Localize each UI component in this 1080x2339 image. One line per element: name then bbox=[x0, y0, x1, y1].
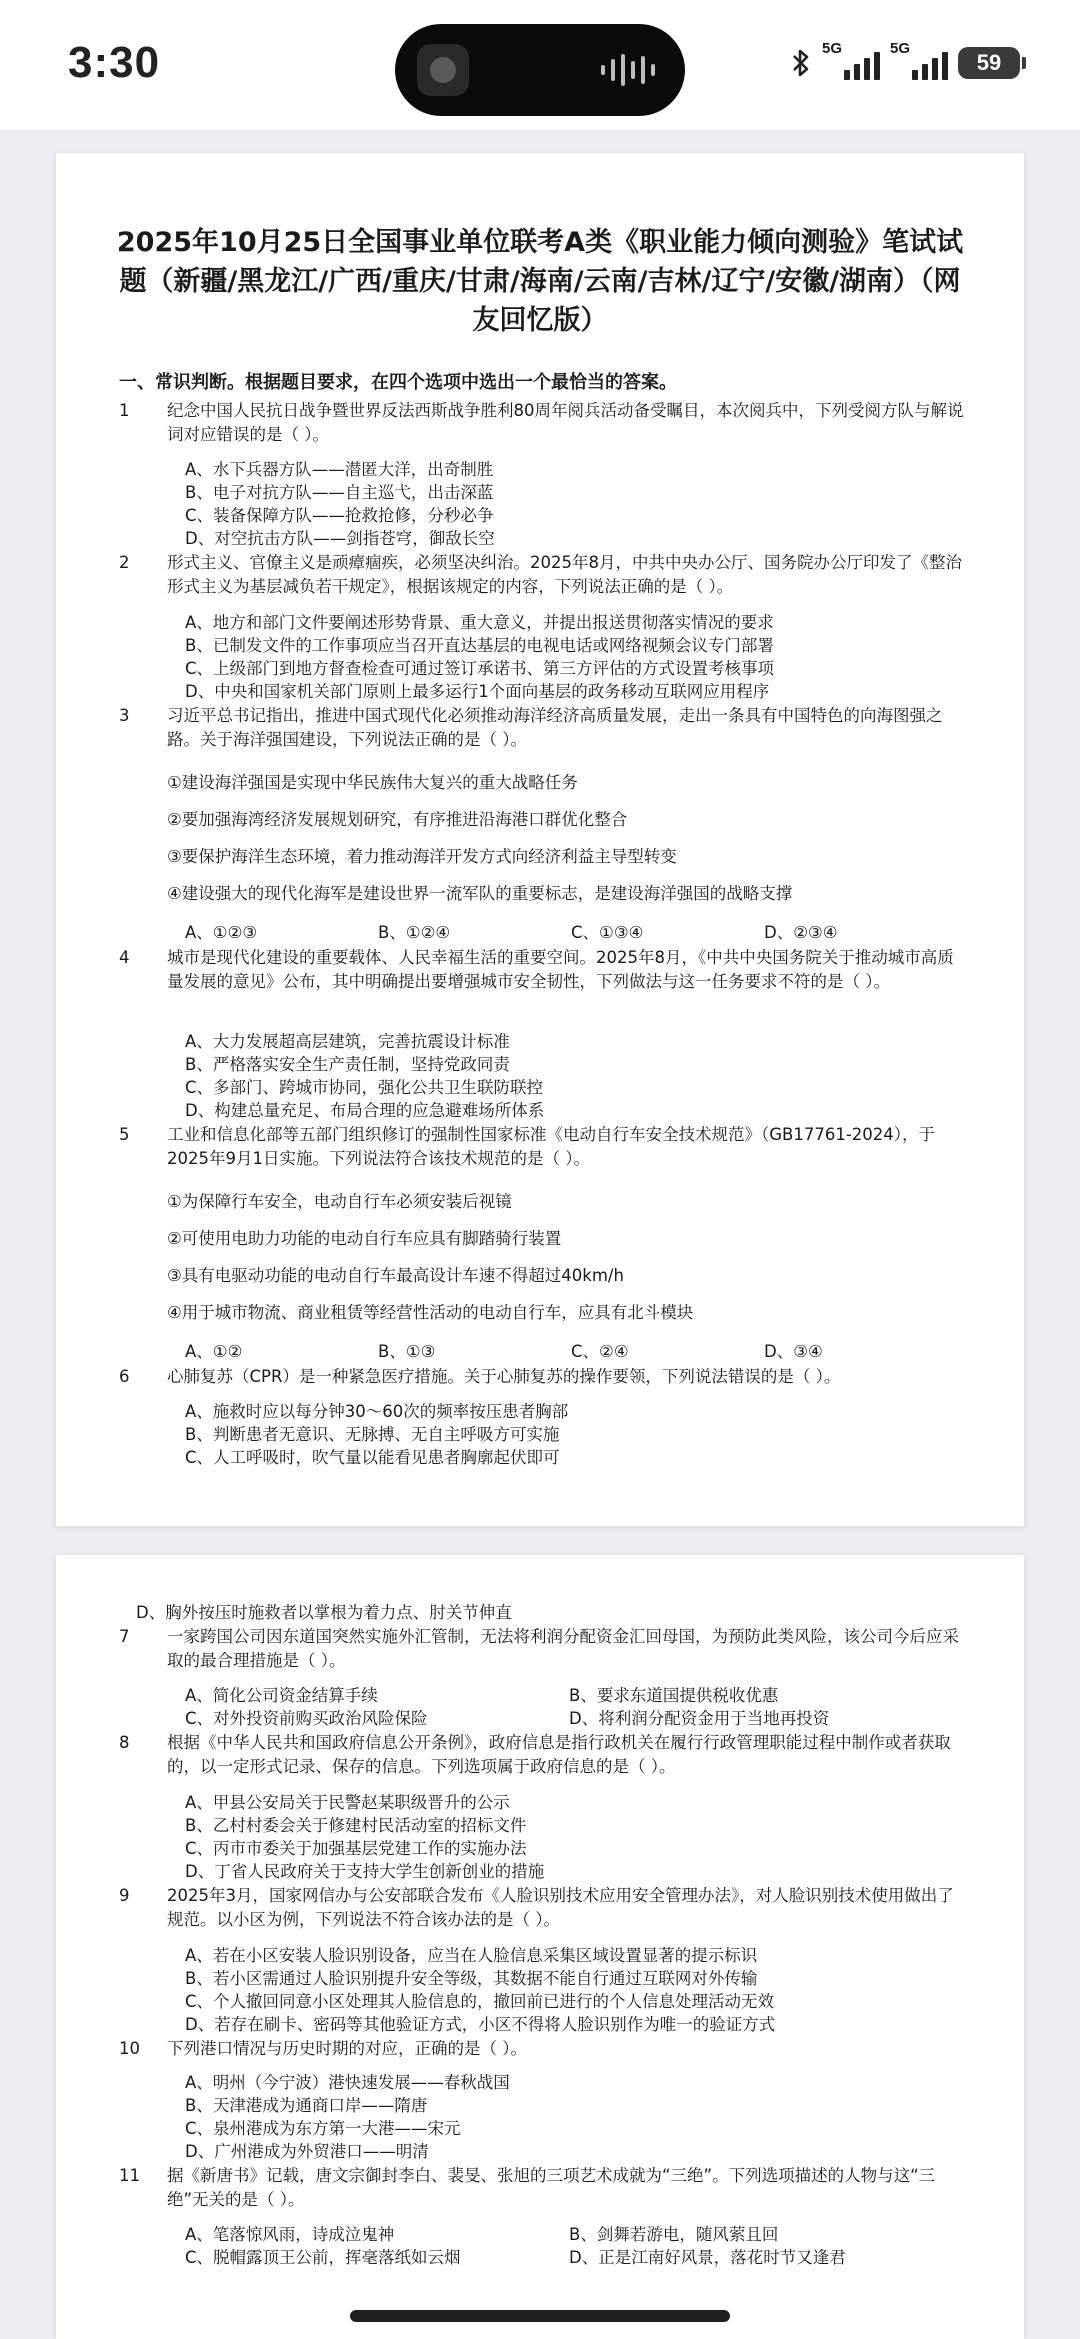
statement-item: ③具有电驱动功能的电动自行车最高设计车速不得超过40km/h bbox=[167, 1266, 624, 1285]
option: A、简化公司资金结算手续 bbox=[185, 1686, 378, 1705]
question-2 bbox=[119, 551, 968, 599]
option: C、上级部门到地方督查检查可通过签订承诺书、第三方评估的方式设置考核事项 bbox=[185, 659, 775, 678]
camera-app-icon bbox=[417, 44, 469, 96]
choice: B、①②④ bbox=[378, 923, 451, 942]
question-11 bbox=[119, 2164, 968, 2212]
option: D、胸外按压时施救者以掌根为着力点、肘关节伸直 bbox=[136, 1603, 512, 1622]
statement-item: ④用于城市物流、商业租赁等经营性活动的电动自行车，应具有北斗模块 bbox=[167, 1303, 694, 1322]
bluetooth-icon bbox=[790, 47, 812, 79]
question-4 bbox=[119, 946, 968, 994]
option: A、施救时应以每分钟30～60次的频率按压患者胸部 bbox=[185, 1402, 569, 1421]
question-1 bbox=[119, 399, 968, 447]
statement-item: ②要加强海湾经济发展规划研究，有序推进沿海港口群优化整合 bbox=[167, 810, 628, 829]
question-number: 7 bbox=[119, 1627, 130, 1646]
dynamic-island[interactable] bbox=[395, 24, 685, 116]
option: B、要求东道国提供税收优惠 bbox=[569, 1686, 779, 1705]
home-indicator[interactable] bbox=[350, 2310, 730, 2322]
option: B、天津港成为通商口岸——隋唐 bbox=[185, 2096, 428, 2115]
option: B、若小区需通过人脸识别提升安全等级，其数据不能自行通过互联网对外传输 bbox=[185, 1969, 758, 1988]
option: A、若在小区安装人脸识别设备，应当在人脸信息采集区域设置显著的提示标识 bbox=[185, 1946, 758, 1965]
network-type-label: 5G bbox=[822, 40, 843, 57]
option: D、丁省人民政府关于支持大学生创新创业的措施 bbox=[185, 1862, 545, 1881]
statement-item: ②可使用电助力功能的电动自行车应具有脚踏骑行装置 bbox=[167, 1229, 562, 1248]
audio-waveform-icon bbox=[601, 52, 655, 88]
option: A、地方和部门文件要阐述形势背景、重大意义，并提出报送贯彻落实情况的要求 bbox=[185, 613, 774, 632]
document-page-2 bbox=[56, 1555, 1024, 2339]
question-5 bbox=[119, 1123, 968, 1171]
question-number: 6 bbox=[119, 1367, 130, 1386]
statement-item: ④建设强大的现代化海军是建设世界一流军队的重要标志，是建设海洋强国的战略支撑 bbox=[167, 884, 793, 903]
system-icons bbox=[790, 40, 1020, 80]
option: C、脱帽露顶王公前，挥毫落纸如云烟 bbox=[185, 2248, 461, 2267]
question-stem: 形式主义、官僚主义是顽瘴痼疾，必须坚决纠治。2025年8月，中共中央办公厅、国务院办公厅印发了《整治形式主义为基层减负若干规定》，根据该规定的内容，下列说法正确的是（ ）。 bbox=[167, 553, 962, 596]
option: C、装备保障方队——抢救抢修，分秒必争 bbox=[185, 506, 494, 525]
statement-item: ①为保障行车安全，电动自行车必须安装后视镜 bbox=[167, 1192, 512, 1211]
option: D、若存在刷卡、密码等其他验证方式，小区不得将人脸识别作为唯一的验证方式 bbox=[185, 2015, 776, 2034]
question-10 bbox=[119, 2037, 968, 2061]
question-6 bbox=[119, 1365, 968, 1389]
option: B、电子对抗方队——自主巡弋，出击深蓝 bbox=[185, 483, 494, 502]
question-number: 11 bbox=[119, 2166, 140, 2185]
option: C、泉州港成为东方第一大港——宋元 bbox=[185, 2119, 461, 2138]
choice: B、①③ bbox=[378, 1342, 436, 1361]
option: D、中央和国家机关部门原则上最多运行1个面向基层的政务移动互联网应用程序 bbox=[185, 682, 770, 701]
question-stem: 工业和信息化部等五部门组织修订的强制性国家标准《电动自行车安全技术规范》（GB17761-2024），于2025年9月1日实施。下列说法符合该技术规范的是（ ）。 bbox=[167, 1125, 936, 1168]
option: C、个人撤回同意小区处理其人脸信息的，撤回前已进行的个人信息处理活动无效 bbox=[185, 1992, 775, 2011]
option: B、剑舞若游电，随风萦且回 bbox=[569, 2225, 779, 2244]
question-stem: 下列港口情况与历史时期的对应，正确的是（ ）。 bbox=[167, 2039, 527, 2058]
option: C、对外投资前购买政治风险保险 bbox=[185, 1709, 428, 1728]
clock: 3:30 bbox=[68, 38, 161, 87]
option: D、将利润分配资金用于当地再投资 bbox=[569, 1709, 830, 1728]
question-9 bbox=[119, 1884, 968, 1932]
question-7 bbox=[119, 1625, 968, 1673]
document-title: 2025年10月25日全国事业单位联考A类《职业能力倾向测验》笔试试题（新疆/黑龙江/广西/重庆/甘肃/海南/云南/吉林/辽宁/安徽/湖南）（网友回忆版） bbox=[116, 227, 964, 336]
question-number: 9 bbox=[119, 1886, 130, 1905]
document-page-1 bbox=[56, 153, 1024, 1526]
question-number: 3 bbox=[119, 706, 130, 725]
option: A、大力发展超高层建筑，完善抗震设计标准 bbox=[185, 1032, 510, 1051]
question-stem: 城市是现代化建设的重要载体、人民幸福生活的重要空间。2025年8月，《中共中央国务院关于推动城市高质量发展的意见》公布，其中明确提出要增强城市安全韧性，下列做法与这一任务要求不符的是（ ）。 bbox=[167, 948, 954, 991]
question-stem: 据《新唐书》记载，唐文宗御封李白、裴旻、张旭的三项艺术成就为“三绝”。下列选项描述的人物与这“三绝”无关的是（ ）。 bbox=[167, 2166, 936, 2209]
statement-item: ①建设海洋强国是实现中华民族伟大复兴的重大战略任务 bbox=[167, 773, 578, 792]
question-number: 2 bbox=[119, 553, 130, 572]
question-8 bbox=[119, 1731, 968, 1779]
option: D、对空抗击方队——剑指苍穹，御敌长空 bbox=[185, 529, 495, 548]
option: B、乙村村委会关于修建村民活动室的招标文件 bbox=[185, 1816, 527, 1835]
question-stem: 心肺复苏（CPR）是一种紧急医疗措施。关于心肺复苏的操作要领，下列说法错误的是（ ）。 bbox=[167, 1367, 841, 1386]
network-type-label-2: 5G bbox=[890, 40, 911, 57]
question-number: 4 bbox=[119, 948, 130, 967]
question-stem: 根据《中华人民共和国政府信息公开条例》，政府信息是指行政机关在履行行政管理职能过程中制作或者获取的，以一定形式记录、保存的信息。下列选项属于政府信息的是（ ）。 bbox=[167, 1733, 951, 1776]
question-3 bbox=[119, 704, 968, 752]
choice: D、②③④ bbox=[764, 923, 838, 942]
option: B、判断患者无意识、无脉搏、无自主呼吸方可实施 bbox=[185, 1425, 560, 1444]
choice: C、②④ bbox=[571, 1342, 629, 1361]
question-number: 5 bbox=[119, 1125, 130, 1144]
option: A、笔落惊风雨，诗成泣鬼神 bbox=[185, 2225, 395, 2244]
option: D、构建总量充足、布局合理的应急避难场所体系 bbox=[185, 1101, 545, 1120]
question-stem: 2025年3月，国家网信办与公安部联合发布《人脸识别技术应用安全管理办法》，对人脸识别技术使用做出了规范。以小区为例，下列说法不符合该办法的是（ ）。 bbox=[167, 1886, 954, 1929]
battery-icon: 59 bbox=[958, 47, 1020, 79]
section-heading: 一、常识判断。根据题目要求，在四个选项中选出一个最恰当的答案。 bbox=[119, 372, 677, 393]
option: A、水下兵器方队——潜匿大洋，出奇制胜 bbox=[185, 460, 494, 479]
question-number: 8 bbox=[119, 1733, 130, 1752]
status-bar bbox=[0, 0, 1080, 130]
option: D、广州港成为外贸港口——明清 bbox=[185, 2142, 429, 2161]
option: A、明州（今宁波）港快速发展——春秋战国 bbox=[185, 2073, 510, 2092]
question-stem: 一家跨国公司因东道国突然实施外汇管制，无法将利润分配资金汇回母国，为预防此类风险，该公司今后应采取的最合理措施是（ ）。 bbox=[167, 1627, 959, 1670]
question-number: 1 bbox=[119, 401, 130, 420]
signal-strength-icon-2 bbox=[890, 40, 948, 80]
statement-item: ③要保护海洋生态环境，着力推动海洋开发方式向经济利益主导型转变 bbox=[167, 847, 677, 866]
question-number: 10 bbox=[119, 2039, 140, 2058]
option: A、甲县公安局关于民警赵某职级晋升的公示 bbox=[185, 1793, 510, 1812]
choice: A、①② bbox=[185, 1342, 243, 1361]
choice: D、③④ bbox=[764, 1342, 823, 1361]
option: C、人工呼吸时，吹气量以能看见患者胸廓起伏即可 bbox=[185, 1448, 560, 1467]
signal-strength-icon bbox=[822, 40, 880, 80]
question-stem: 纪念中国人民抗日战争暨世界反法西斯战争胜利80周年阅兵活动备受瞩目，本次阅兵中，下列受阅方队与解说词对应错误的是（ ）。 bbox=[167, 401, 964, 444]
choice: A、①②③ bbox=[185, 923, 258, 942]
option: B、已制发文件的工作事项应当召开直达基层的电视电话或网络视频会议专门部署 bbox=[185, 636, 774, 655]
option: C、丙市市委关于加强基层党建工作的实施办法 bbox=[185, 1839, 527, 1858]
option: C、多部门、跨城市协同，强化公共卫生联防联控 bbox=[185, 1078, 544, 1097]
question-stem: 习近平总书记指出，推进中国式现代化必须推动海洋经济高质量发展，走出一条具有中国特色的向海图强之路。关于海洋强国建设，下列说法正确的是（ ）。 bbox=[167, 706, 943, 749]
option: B、严格落实安全生产责任制，坚持党政同责 bbox=[185, 1055, 510, 1074]
choice: C、①③④ bbox=[571, 923, 644, 942]
option: D、正是江南好风景，落花时节又逢君 bbox=[569, 2248, 846, 2267]
